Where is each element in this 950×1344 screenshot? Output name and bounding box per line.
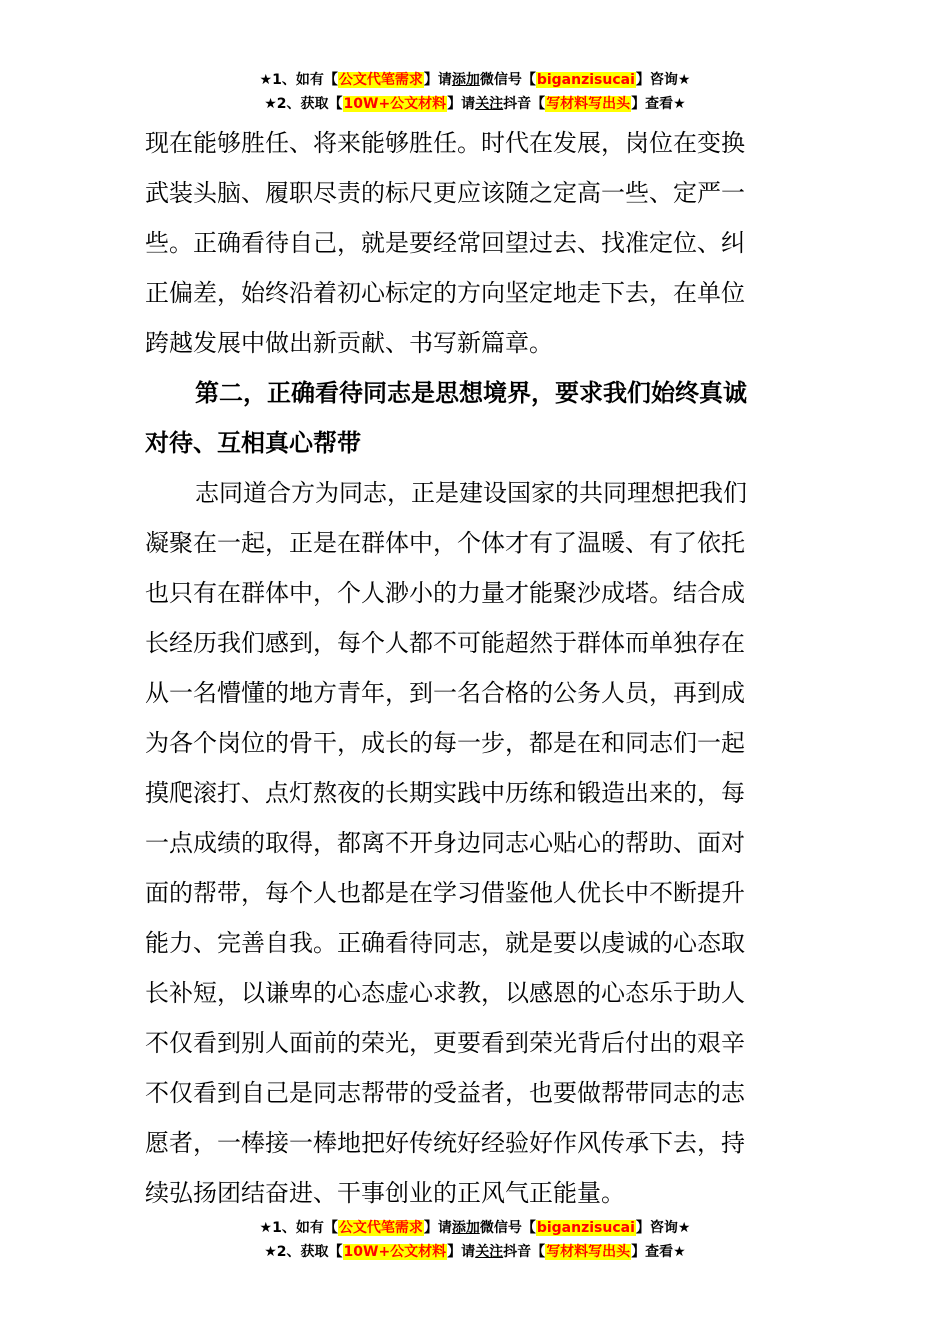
banner-text: 微信号【 [479,1220,536,1236]
banner-underlined: 添加 [451,72,480,88]
banner-text: 微信号【 [479,72,536,88]
text-line: 武装头脑、履职尽责的标尺更应该随之定高一些、定严一 [145,179,745,207]
text-line: 面的帮带，每个人也都是在学习借鉴他人优长中不断提升 [145,879,745,907]
text-line: 为各个岗位的骨干，成长的每一步，都是在和同志们一起 [145,729,745,757]
text-line: 能力、完善自我。正确看待同志，就是要以虔诚的心态取 [145,929,745,957]
highlight-materials: 10W+公文材料 [343,1244,447,1260]
banner-text: 抖音【 [503,1244,546,1260]
banner-text: ★1、如有【 [259,1220,338,1236]
banner-text: 】查看★ [631,96,686,112]
highlight-douyin: 写材料写出头 [546,1244,631,1260]
text-line: 从一名懵懂的地方青年，到一名合格的公务人员，再到成 [145,679,745,707]
banner-text: 】查看★ [631,1244,686,1260]
banner-text: 】请 [423,1220,452,1236]
highlight-wechat-id: biganzisucai [536,1220,635,1236]
text-line: 也只有在群体中，个人渺小的力量才能聚沙成塔。结合成 [145,579,745,607]
text-line: 一点成绩的取得，都离不开身边同志心贴心的帮助、面对 [145,829,745,857]
text-line: 摸爬滚打、点灯熬夜的长期实践中历练和锻造出来的，每 [145,779,745,807]
banner-text: 】请 [423,72,452,88]
banner-underlined: 关注 [475,1244,504,1260]
banner-text: ★2、获取【 [264,1244,343,1260]
text-line: 长经历我们感到，每个人都不可能超然于群体而单独存在 [145,629,745,657]
banner-text: 】咨询★ [635,1220,691,1236]
banner-text: ★2、获取【 [264,96,343,112]
banner-underlined: 关注 [475,96,504,112]
highlight-service: 公文代笔需求 [338,1220,423,1236]
banner-text: ★1、如有【 [259,72,338,88]
highlight-douyin: 写材料写出头 [546,96,631,112]
banner-line-1 [0,1216,950,1240]
text-line: 长补短，以谦卑的心态虚心求教，以感恩的心态乐于助人 [145,979,745,1007]
banner-line-2 [0,1240,950,1264]
section-heading-cont: 对待、互相真心帮带 [145,429,361,457]
section-heading: 第二，正确看待同志是思想境界，要求我们始终真诚 [195,379,747,407]
banner-text: 】请 [447,1244,476,1260]
banner-text: 】请 [447,96,476,112]
text-line: 续弘扬团结奋进、干事创业的正风气正能量。 [145,1179,625,1207]
banner-text: 】咨询★ [635,72,691,88]
highlight-materials: 10W+公文材料 [343,96,447,112]
text-line: 正偏差，始终沿着初心标定的方向坚定地走下去，在单位 [145,279,745,307]
banner-underlined: 添加 [451,1220,480,1236]
top-banner [0,68,950,116]
text-line: 跨越发展中做出新贡献、书写新篇章。 [145,329,553,357]
text-line: 不仅看到别人面前的荣光，更要看到荣光背后付出的艰辛 [145,1029,745,1057]
banner-line-2 [0,92,950,116]
highlight-service: 公文代笔需求 [338,72,423,88]
text-line: 现在能够胜任、将来能够胜任。时代在发展，岗位在变换 [145,129,745,157]
text-line: 愿者，一棒接一棒地把好传统好经验好作风传承下去，持 [145,1129,745,1157]
bottom-banner [0,1216,950,1264]
text-line: 志同道合方为同志，正是建设国家的共同理想把我们 [195,479,747,507]
text-line: 凝聚在一起，正是在群体中，个体才有了温暖、有了依托 [145,529,745,557]
banner-line-1 [0,68,950,92]
text-line: 不仅看到自己是同志帮带的受益者，也要做帮带同志的志 [145,1079,745,1107]
document-body [145,118,810,1218]
highlight-wechat-id: biganzisucai [536,72,635,88]
text-line: 些。正确看待自己，就是要经常回望过去、找准定位、纠 [145,229,745,257]
banner-text: 抖音【 [503,96,546,112]
